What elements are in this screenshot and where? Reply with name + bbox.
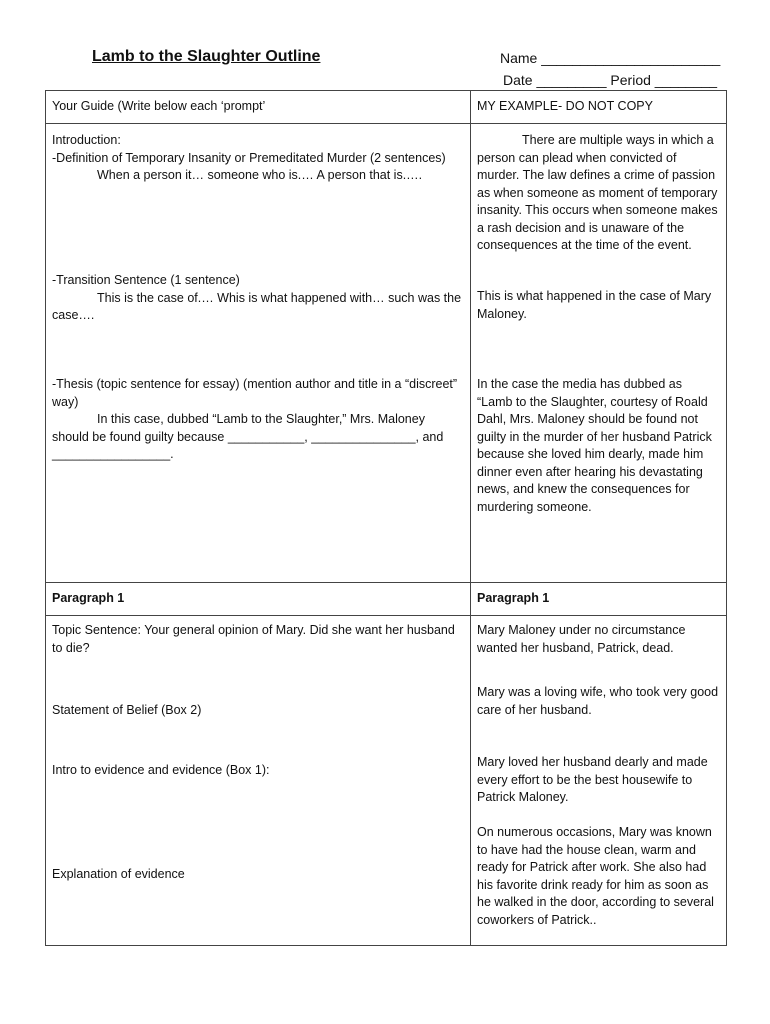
date-period-field: Date _________ Period ________: [503, 72, 718, 88]
definition-stem: When a person it… someone who is.… A person that is.….: [97, 168, 423, 182]
introduction-row: [46, 124, 727, 583]
example-transition: This is what happened in the case of Mary Maloney.: [477, 289, 712, 321]
evidence-prompt: Intro to evidence and evidence (Box 1):: [52, 763, 270, 777]
table-header-row: [46, 91, 727, 124]
intro-heading: Introduction:: [52, 133, 121, 147]
thesis-stem: In this case, dubbed “Lamb to the Slaughter,” Mrs. Maloney should be found guilty because ___________, _______________, and _________________.: [52, 412, 444, 461]
example-thesis: In the case the media has dubbed as “Lamb to the Slaughter, courtesy of Roald Dahl, Mrs. Maloney should be found not guilty in the murder of her husband Patrick because she loved him dearly, made him dinner even after hearing his devastating news, and knew the consequences for murdering someone.: [477, 377, 712, 514]
example-topic-sentence: Mary Maloney under no circumstance wanted her husband, Patrick, dead.: [477, 623, 686, 655]
page-title: Lamb to the Slaughter Outline: [92, 48, 321, 65]
paragraph1-guide-cell: [46, 616, 471, 946]
paragraph1-example-cell: [471, 616, 727, 946]
example-statement-of-belief: Mary was a loving wife, who took very good care of her husband.: [477, 685, 719, 717]
definition-prompt: -Definition of Temporary Insanity or Premeditated Murder (2 sentences): [52, 150, 446, 165]
statement-of-belief-prompt: Statement of Belief (Box 2): [52, 703, 202, 717]
introduction-example-cell: [471, 124, 727, 583]
example-definition: There are multiple ways in which a person can plead when convicted of murder. The law defines a crime of passion as when someone as moment of temporary insanity. This occurs when someone makes a rash decision and is unaware of the consequences at the time of the event.: [477, 133, 718, 252]
transition-stem: This is the case of.… Whis is what happened with… such was the case….: [52, 290, 462, 322]
guide-column-header: Your Guide (Write below each ‘prompt’: [46, 91, 471, 124]
paragraph1-guide-header: Paragraph 1: [46, 583, 471, 616]
paragraph1-header-row: [46, 583, 727, 616]
thesis-prompt: -Thesis (topic sentence for essay) (mention author and title in a “discreet” way): [52, 377, 458, 409]
example-explanation: On numerous occasions, Mary was known to have had the house clean, warm and ready for Patrick after work. She also had his favorite drink ready for him as soon as he walked in the door, according to several coworkers of Patrick..: [477, 825, 714, 927]
paragraph1-row: [46, 616, 727, 946]
topic-sentence-prompt: Topic Sentence: Your general opinion of Mary. Did she want her husband to die?: [52, 623, 455, 655]
introduction-guide-cell: [46, 124, 471, 583]
name-field: Name _______________________: [500, 50, 721, 66]
example-evidence: Mary loved her husband dearly and made every effort to be the best housewife to Patrick Maloney.: [477, 755, 708, 804]
transition-prompt: -Transition Sentence (1 sentence): [52, 273, 240, 287]
outline-table: [45, 90, 727, 946]
paragraph1-example-header: Paragraph 1: [471, 583, 727, 616]
explanation-prompt: Explanation of evidence: [52, 867, 185, 881]
example-column-header: MY EXAMPLE- DO NOT COPY: [471, 91, 727, 124]
